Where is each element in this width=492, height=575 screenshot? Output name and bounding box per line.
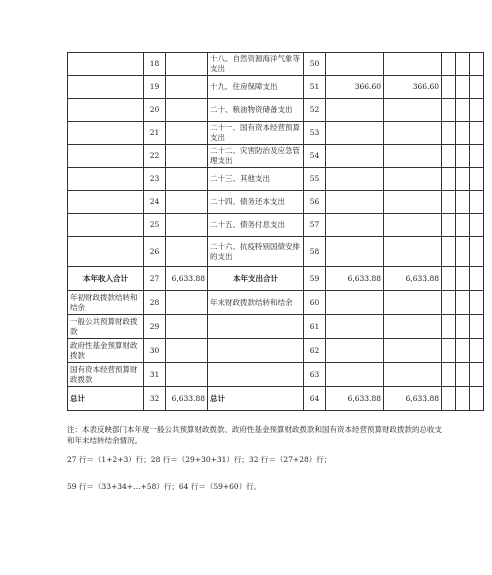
extra-cell (442, 363, 456, 387)
income-row-number: 25 (144, 214, 166, 237)
sub-row-expenditure-item (208, 315, 304, 339)
sub-row-label: 国有资本经营预算财政拨款 (68, 363, 144, 387)
extra-cell (456, 53, 470, 76)
expenditure-item: 二十二、灾害防治及应急管理支出 (208, 145, 304, 168)
carry-over-end-general-amount (384, 291, 442, 315)
note-formula-2: 59 行＝（33+34+…+58）行；64 行＝（59+60）行。 (67, 482, 262, 491)
sub-row-number: 31 (144, 363, 166, 387)
table-row (68, 76, 484, 99)
extra-cell (442, 339, 456, 363)
income-row-number: 20 (144, 99, 166, 122)
general-budget-amount: 366.60 (384, 76, 442, 99)
carry-over-amount (166, 291, 208, 315)
sub-row-label: 政府性基金预算财政拨款 (68, 339, 144, 363)
income-item-cell (68, 191, 144, 214)
expenditure-item: 二十、粮油物资储备支出 (208, 99, 304, 122)
income-total-amount: 6,633.88 (166, 267, 208, 291)
grand-total-general-amount: 6,633.88 (384, 387, 442, 411)
general-budget-amount (384, 145, 442, 168)
extra-cell (470, 76, 484, 99)
expenditure-row-number: 56 (304, 191, 326, 214)
income-amount-cell (166, 168, 208, 191)
note-description: 注：本表反映部门本年度一般公共预算财政拨款、政府性基金预算财政拨款和国有资本经营预算财政拨款的总收支和年末结转结余情况。 (67, 425, 442, 445)
general-budget-amount (384, 168, 442, 191)
extra-cell (442, 291, 456, 315)
expenditure-total-label: 本年支出合计 (208, 267, 304, 291)
extra-cell (470, 363, 484, 387)
sub-row (68, 339, 484, 363)
extra-cell (442, 191, 456, 214)
expenditure-row-number: 58 (304, 237, 326, 267)
sub-row (68, 363, 484, 387)
sub-row-expenditure-amount (326, 363, 384, 387)
income-row-number: 23 (144, 168, 166, 191)
extra-cell (470, 168, 484, 191)
extra-cell (456, 363, 470, 387)
extra-cell (456, 99, 470, 122)
extra-cell (470, 122, 484, 145)
expenditure-total-amount (326, 214, 384, 237)
grand-total-row (68, 387, 484, 411)
general-budget-amount (384, 99, 442, 122)
sub-row-label: 一般公共预算财政拨款 (68, 315, 144, 339)
income-item-cell (68, 237, 144, 267)
expenditure-total-row-number: 59 (304, 267, 326, 291)
sub-row-number: 29 (144, 315, 166, 339)
carry-over-end-label: 年末财政拨款结转和结余 (208, 291, 304, 315)
sub-row-amount (166, 339, 208, 363)
table-row (68, 168, 484, 191)
income-amount-cell (166, 237, 208, 267)
expenditure-item: 十八、自然资源海洋气象等支出 (208, 53, 304, 76)
expenditure-total-amount (326, 53, 384, 76)
sub-row-amount (166, 315, 208, 339)
extra-cell (470, 387, 484, 411)
expenditure-total-amount (326, 99, 384, 122)
table-row (68, 214, 484, 237)
expenditure-row-number: 54 (304, 145, 326, 168)
table-row (68, 237, 484, 267)
extra-cell (470, 99, 484, 122)
expenditure-item: 二十六、抗疫特别国债安排的支出 (208, 237, 304, 267)
table-row (68, 145, 484, 168)
extra-cell (470, 339, 484, 363)
expenditure-item: 十九、住房保障支出 (208, 76, 304, 99)
extra-cell (456, 214, 470, 237)
grand-total-expenditure-row-number: 64 (304, 387, 326, 411)
carry-over-end-row-number: 60 (304, 291, 326, 315)
income-item-cell (68, 145, 144, 168)
extra-cell (442, 145, 456, 168)
income-item-cell (68, 122, 144, 145)
income-item-cell (68, 76, 144, 99)
table-row (68, 122, 484, 145)
extra-cell (456, 237, 470, 267)
expenditure-row-number: 50 (304, 53, 326, 76)
expenditure-item: 二十四、债务还本支出 (208, 191, 304, 214)
sub-row-expenditure-amount (326, 339, 384, 363)
income-total-row (68, 267, 484, 291)
table-row (68, 53, 484, 76)
carry-over-row-number: 28 (144, 291, 166, 315)
extra-cell (442, 76, 456, 99)
income-total-row-number: 27 (144, 267, 166, 291)
extra-cell (442, 315, 456, 339)
extra-cell (456, 291, 470, 315)
sub-row-general-amount (384, 363, 442, 387)
extra-cell (470, 145, 484, 168)
sub-row-expenditure-number: 62 (304, 339, 326, 363)
extra-cell (456, 387, 470, 411)
income-row-number: 24 (144, 191, 166, 214)
grand-total-row-number: 32 (144, 387, 166, 411)
carry-over-row (68, 291, 484, 315)
income-amount-cell (166, 122, 208, 145)
sub-row (68, 315, 484, 339)
general-budget-amount (384, 191, 442, 214)
income-item-cell (68, 214, 144, 237)
income-amount-cell (166, 99, 208, 122)
expenditure-total-amount (326, 122, 384, 145)
expenditure-item: 二十三、其他支出 (208, 168, 304, 191)
expenditure-item: 二十五、债务付息支出 (208, 214, 304, 237)
income-item-cell (68, 53, 144, 76)
income-amount-cell (166, 214, 208, 237)
expenditure-row-number: 55 (304, 168, 326, 191)
extra-cell (442, 214, 456, 237)
income-amount-cell (166, 191, 208, 214)
carry-over-begin-label: 年初财政拨款结转和结余 (68, 291, 144, 315)
expenditure-total-amount: 366.60 (326, 76, 384, 99)
table-row (68, 99, 484, 122)
expenditure-row-number: 57 (304, 214, 326, 237)
income-row-number: 26 (144, 237, 166, 267)
extra-cell (470, 214, 484, 237)
sub-row-expenditure-item (208, 339, 304, 363)
expenditure-row-number: 51 (304, 76, 326, 99)
grand-total-label: 总计 (68, 387, 144, 411)
extra-cell (442, 53, 456, 76)
extra-cell (456, 315, 470, 339)
sub-row-expenditure-item (208, 363, 304, 387)
extra-cell (456, 267, 470, 291)
expenditure-total-amount: 6,633.88 (326, 267, 384, 291)
income-item-cell (68, 168, 144, 191)
income-row-number: 22 (144, 145, 166, 168)
expenditure-total-amount (326, 191, 384, 214)
expenditure-row-number: 53 (304, 122, 326, 145)
grand-total-amount: 6,633.88 (166, 387, 208, 411)
extra-cell (456, 168, 470, 191)
general-budget-amount (384, 237, 442, 267)
extra-cell (456, 76, 470, 99)
expenditure-item: 二十一、国有资本经营预算支出 (208, 122, 304, 145)
extra-cell (442, 122, 456, 145)
budget-table (67, 52, 484, 411)
extra-cell (470, 191, 484, 214)
sub-row-general-amount (384, 339, 442, 363)
expenditure-row-number: 52 (304, 99, 326, 122)
general-budget-amount (384, 214, 442, 237)
sub-row-amount (166, 363, 208, 387)
extra-cell (456, 191, 470, 214)
extra-cell (470, 291, 484, 315)
extra-cell (456, 122, 470, 145)
sub-row-expenditure-number: 61 (304, 315, 326, 339)
income-amount-cell (166, 53, 208, 76)
table-row (68, 191, 484, 214)
extra-cell (470, 237, 484, 267)
income-row-number: 19 (144, 76, 166, 99)
sub-row-number: 30 (144, 339, 166, 363)
note-formula-1: 27 行＝（1+2+3）行；28 行＝（29+30+31）行；32 行＝（27+28）行； (67, 455, 332, 464)
expenditure-total-amount (326, 237, 384, 267)
income-total-label: 本年收入合计 (68, 267, 144, 291)
extra-cell (442, 237, 456, 267)
general-budget-amount (384, 122, 442, 145)
extra-cell (470, 267, 484, 291)
extra-cell (456, 339, 470, 363)
sub-row-general-amount (384, 315, 442, 339)
income-amount-cell (166, 145, 208, 168)
sub-row-expenditure-amount (326, 315, 384, 339)
expenditure-total-amount (326, 145, 384, 168)
sub-row-expenditure-number: 63 (304, 363, 326, 387)
general-budget-amount (384, 53, 442, 76)
extra-cell (470, 315, 484, 339)
extra-cell (442, 99, 456, 122)
income-row-number: 18 (144, 53, 166, 76)
income-amount-cell (166, 76, 208, 99)
grand-total-expenditure-label: 总计 (208, 387, 304, 411)
extra-cell (442, 267, 456, 291)
carry-over-end-amount (326, 291, 384, 315)
extra-cell (456, 145, 470, 168)
expenditure-total-amount (326, 168, 384, 191)
extra-cell (442, 168, 456, 191)
extra-cell (442, 387, 456, 411)
income-row-number: 21 (144, 122, 166, 145)
general-budget-total-amount: 6,633.88 (384, 267, 442, 291)
extra-cell (470, 53, 484, 76)
income-item-cell (68, 99, 144, 122)
grand-total-expenditure-amount: 6,633.88 (326, 387, 384, 411)
